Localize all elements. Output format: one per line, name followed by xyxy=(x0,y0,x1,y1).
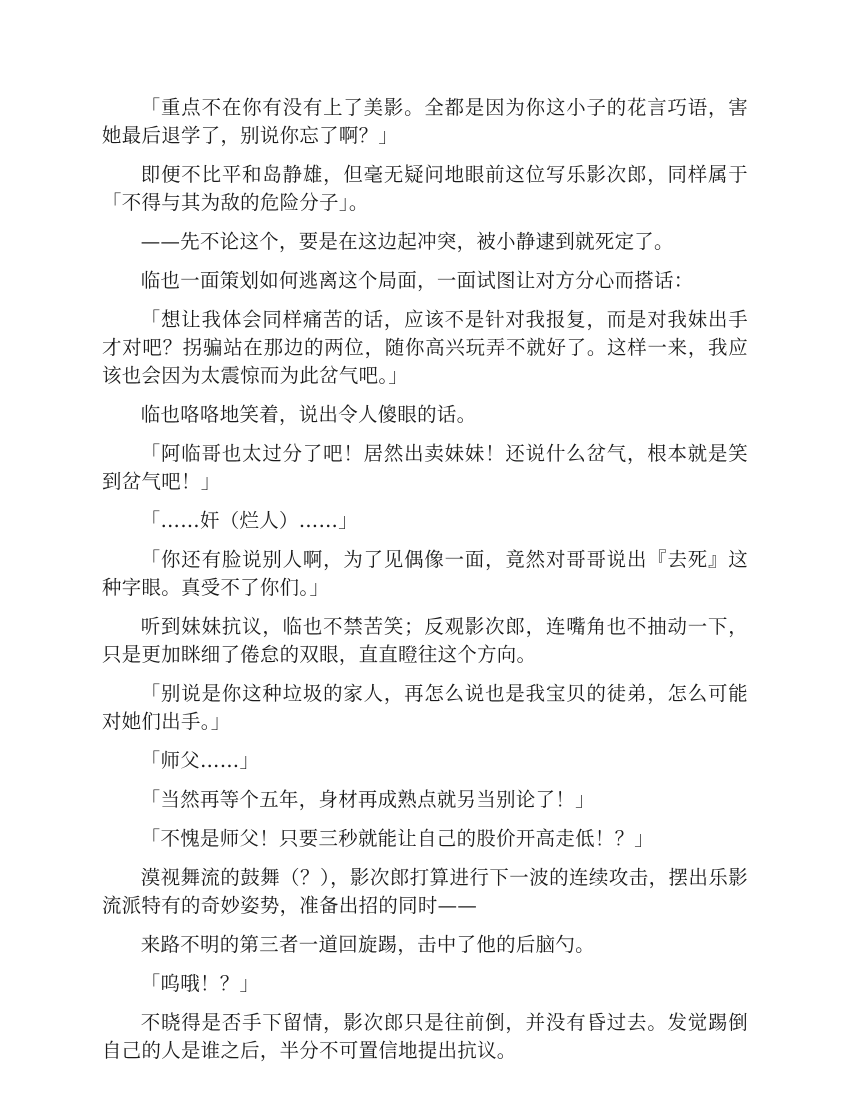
paragraph: 「你还有脸说别人啊，为了见偶像一面，竟然对哥哥说出『去死』这种字眼。真受不了你们。」 xyxy=(102,548,748,599)
paragraph: 来路不明的第三者一道回旋踢，击中了他的后脑勺。 xyxy=(140,933,595,956)
body-text xyxy=(102,94,748,1076)
paragraph: 即便不比平和岛静雄，但毫无疑问地眼前这位写乐影次郎，同样属于「不得与其为敌的危险分子」。 xyxy=(102,163,748,214)
paragraph: 「师父……」 xyxy=(140,749,260,772)
paragraph: 「重点不在你有没有上了美影。全都是因为你这小子的花言巧语，害她最后退学了，别说你忘了啊？」 xyxy=(102,96,748,147)
paragraph: 「想让我体会同样痛苦的话，应该不是针对我报复，而是对我妹出手才对吧？拐骗站在那边的两位，随你高兴玩弄不就好了。这样一来，我应该也会因为太震惊而为此岔气吧。」 xyxy=(102,308,748,387)
paragraph: 「呜哦！？」 xyxy=(140,972,260,995)
paragraph: 临也一面策划如何逃离这个局面，一面试图让对方分心而搭话： xyxy=(140,269,694,292)
paragraph: 临也咯咯地笑着，说出令人傻眼的话。 xyxy=(140,403,477,426)
paragraph: 不晓得是否手下留情，影次郎只是往前倒，并没有昏过去。发觉踢倒自己的人是谁之后，半分不可置信地提出抗议。 xyxy=(102,1011,748,1062)
paragraph: ——先不论这个，要是在这边起冲突，被小静逮到就死定了。 xyxy=(140,230,674,253)
paragraph: 「阿临哥也太过分了吧！居然出卖妹妹！还说什么岔气，根本就是笑到岔气吧！」 xyxy=(102,442,748,493)
paragraph: 「……奸（烂人）……」 xyxy=(140,509,358,532)
paragraph: 「不愧是师父！只要三秒就能让自己的股价开高走低！？」 xyxy=(140,827,655,850)
paragraph: 「别说是你这种垃圾的家人，再怎么说也是我宝贝的徒弟，怎么可能对她们出手。」 xyxy=(102,682,748,733)
paragraph: 漠视舞流的鼓舞（？），影次郎打算进行下一波的连续攻击，摆出乐影流派特有的奇妙姿势，准备出招的同时—— xyxy=(102,866,748,917)
paragraph: 听到妹妹抗议，临也不禁苦笑；反观影次郎，连嘴角也不抽动一下，只是更加眯细了倦怠的双眼，直直瞪往这个方向。 xyxy=(102,615,748,666)
paragraph: 「当然再等个五年，身材再成熟点就另当别论了！」 xyxy=(140,788,595,811)
